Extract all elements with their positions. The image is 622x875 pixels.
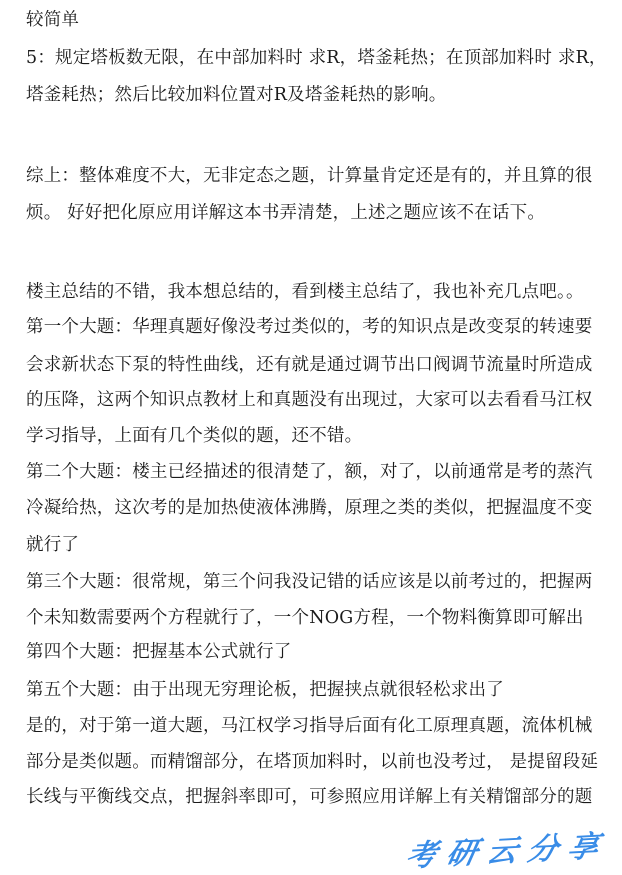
text-line-3: 塔釜耗热；然后比较加料位置对R及塔釜耗热的影响。 (26, 85, 447, 105)
text-line-16: 第四个大题：把握基本公式就行了 (26, 642, 292, 662)
text-line-9: 的压降，这两个知识点教材上和真题没有出现过，大家可以去看看马江权 (26, 390, 593, 410)
text-line-12: 冷凝给热，这次考的是加热使液体沸腾，原理之类的类似，把握温度不变 (26, 498, 593, 518)
text-line-19: 部分是类似题。而精馏部分，在塔顶加料时，以前也没考过， 是提留段延 (26, 752, 599, 772)
text-line-11: 第二个大题：楼主已经描述的很清楚了，额，对了，以前通常是考的蒸汽 (26, 462, 593, 482)
text-line-1: 较简单 (26, 10, 80, 30)
text-line-8: 会求新状态下泵的特性曲线，还有就是通过调节出口阀调节流量时所造成 (26, 355, 593, 375)
text-line-20: 长线与平衡线交点，把握斜率即可，可参照应用详解上有关精馏部分的题 (26, 787, 593, 807)
text-line-6: 楼主总结的不错，我本想总结的，看到楼主总结了，我也补充几点吧。。 (26, 282, 584, 302)
text-line-18: 是的，对于第一道大题，马江权学习指导后面有化工原理真题，流体机械 (26, 716, 593, 736)
text-line-17: 第五个大题：由于出现无穷理论板，把握挟点就很轻松求出了 (26, 680, 504, 700)
text-line-14: 第三个大题：很常规，第三个问我没记错的话应该是以前考过的，把握两 (26, 572, 593, 592)
text-line-2: 5：规定塔板数无限，在中部加料时 求R，塔釜耗热；在顶部加料时 求R， (26, 48, 607, 68)
watermark-logo: 考研云分享 (402, 828, 612, 875)
text-line-5: 烦。 好好把化原应用详解这本书弄清楚，上述之题应该不在话下。 (26, 203, 546, 223)
text-line-13: 就行了 (26, 535, 80, 555)
text-line-7: 第一个大题：华理真题好像没考过类似的，考的知识点是改变泵的转速要 (26, 317, 593, 337)
text-line-15: 个未知数需要两个方程就行了，一个NOG方程，一个物料衡算即可解出 (26, 608, 584, 628)
text-line-4: 综上：整体难度不大，无非定态之题，计算量肯定还是有的，并且算的很 (26, 166, 593, 186)
text-line-10: 学习指导，上面有几个类似的题，还不错。 (26, 426, 363, 446)
